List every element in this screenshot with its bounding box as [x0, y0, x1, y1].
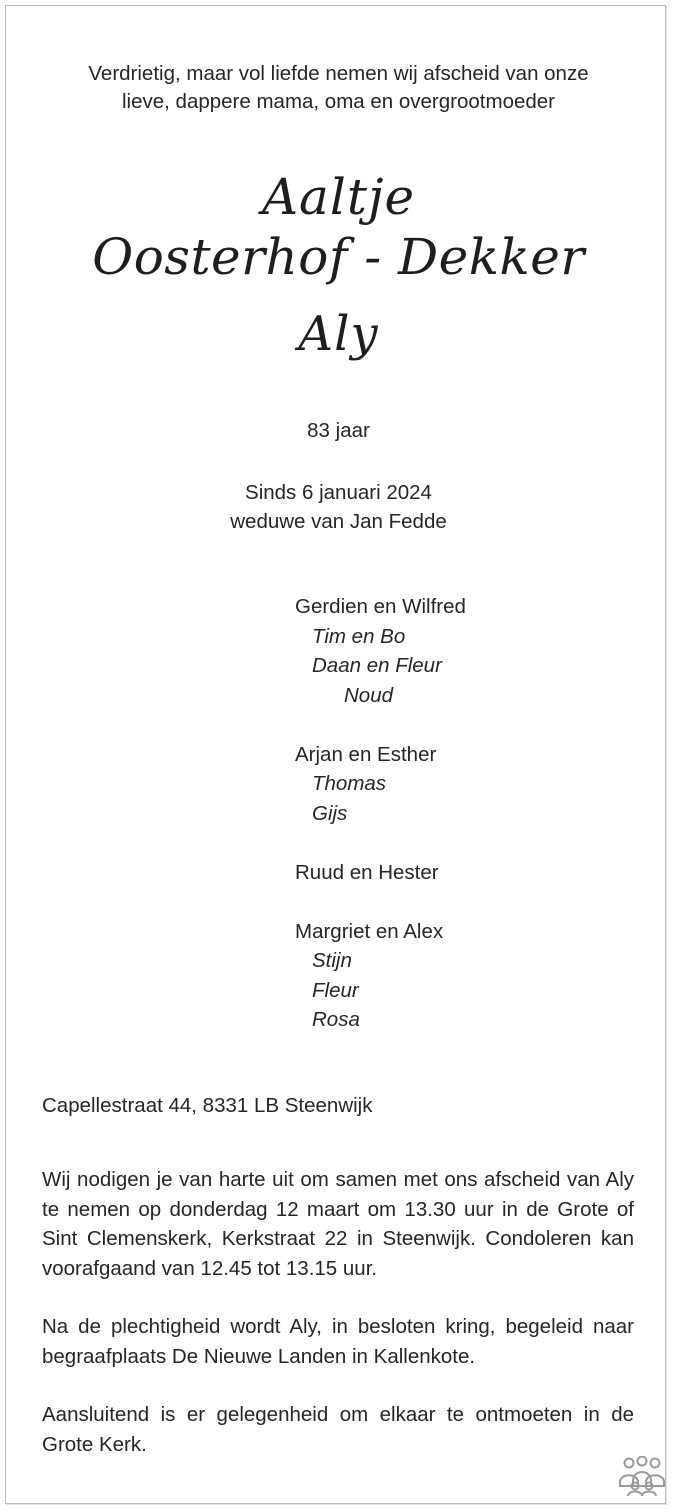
family-child: Gijs — [312, 801, 348, 825]
intro-line-2: lieve, dappere mama, oma en overgrootmoeder — [121, 90, 555, 113]
family-parents: Arjan en Esther — [295, 742, 437, 766]
family-group — [295, 858, 466, 888]
family-parents: Ruud en Hester — [295, 860, 439, 884]
gathering-paragraph: Aansluitend is er gelegenheid om elkaar te ontmoeten in de Grote Kerk. — [42, 1403, 634, 1456]
deceased-nickname: Aly — [298, 306, 379, 362]
family-people-icon — [617, 1456, 667, 1496]
intro-line-1: Verdrietig, maar vol liefde nemen wij afscheid van onze — [88, 62, 589, 85]
ceremony-paragraph: Wij nodigen je van harte uit om samen met ons afscheid van Aly te nemen op donderdag 12 maart om 13.30 uur in de Grote of Sint Clemenskerk, Kerkstraat 22 in Steenwijk. Condoleren kan voorafgaand van 12.45 tot 13.15 uur. — [42, 1168, 634, 1280]
widow-text — [0, 478, 677, 536]
family-group — [295, 917, 466, 1035]
family-child: Stijn — [312, 949, 352, 972]
deceased-last-name: Oosterhof - Dekker — [92, 228, 585, 286]
widow-line-1: Sinds 6 januari 2024 — [245, 481, 432, 504]
family-parents: Margriet en Alex — [295, 919, 444, 943]
home-address: Capellestraat 44, 8331 LB Steenwijk — [42, 1094, 373, 1117]
age: 83 jaar — [307, 419, 370, 442]
family-group — [295, 740, 466, 829]
burial-paragraph: Na de plechtigheid wordt Aly, in besloten kring, begeleid naar begraafplaats De Nieuwe Landen in Kallenkote. — [42, 1315, 634, 1368]
family-child: Tim en Bo — [312, 624, 406, 648]
family-parents: Gerdien en Wilfred — [295, 595, 466, 618]
family-child: Daan en Fleur — [312, 654, 442, 677]
widow-line-2: weduwe van Jan Fedde — [230, 510, 447, 533]
deceased-first-name: Aaltje — [261, 168, 416, 226]
family-child: Fleur — [312, 978, 359, 1002]
family-child: Rosa — [312, 1008, 360, 1031]
family-group — [295, 592, 466, 710]
family-list — [295, 592, 466, 1064]
family-grandchild: Noud — [344, 683, 394, 707]
intro-text — [0, 60, 677, 116]
family-child: Thomas — [312, 772, 387, 795]
